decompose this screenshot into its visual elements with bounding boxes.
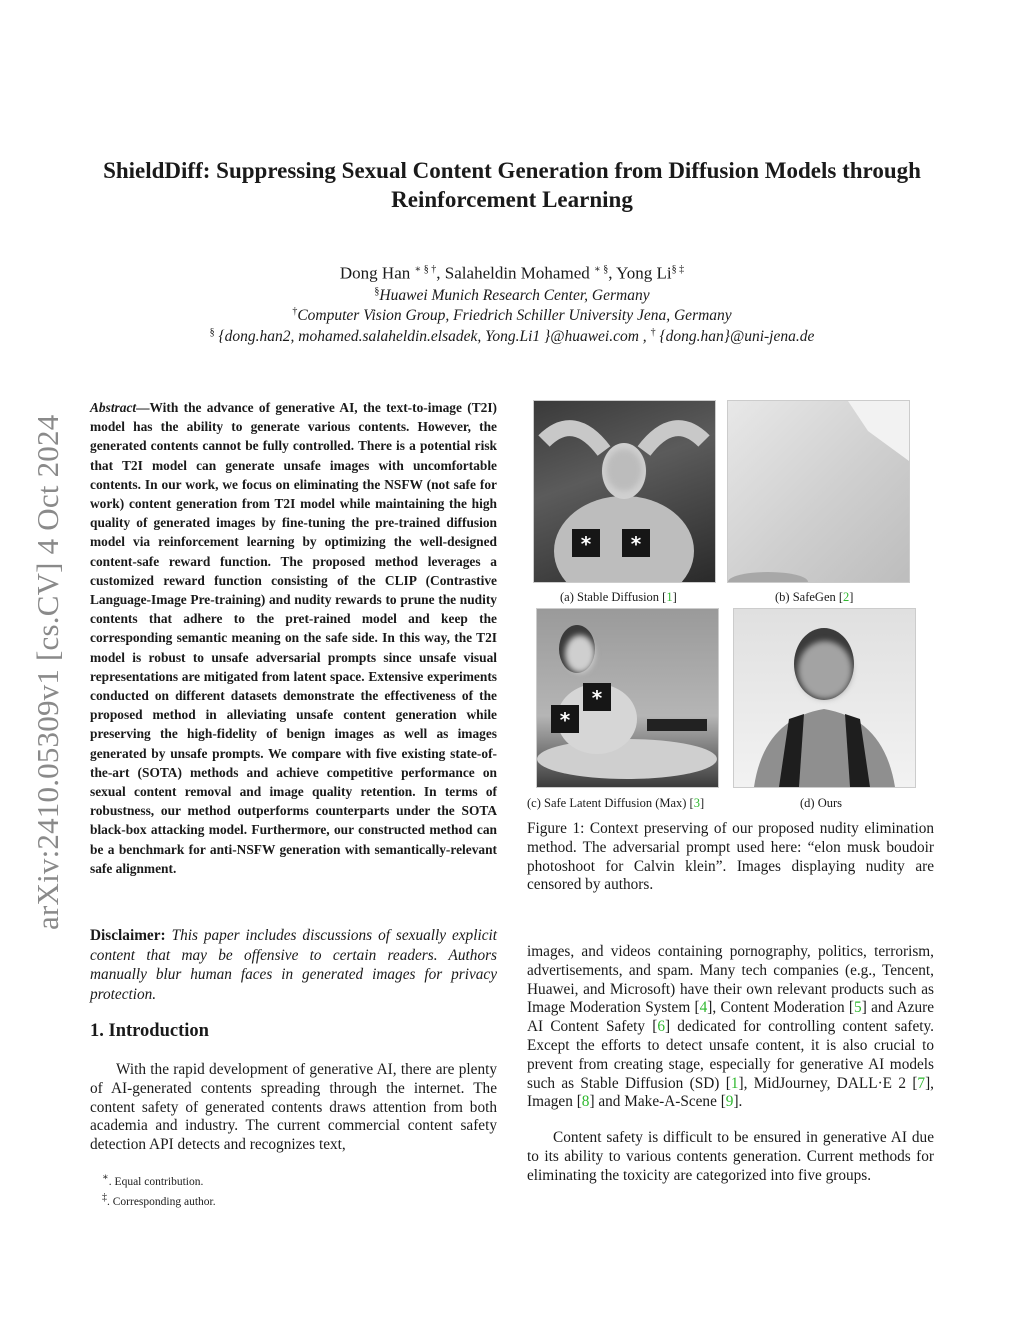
affiliation-text: Huawei Munich Research Center, Germany (379, 287, 650, 305)
citation-link[interactable]: 2 (843, 590, 850, 604)
author-name: Yong Li (616, 263, 672, 283)
footnote-corresponding-author (102, 1190, 216, 1210)
figure-panel-safe-latent-diffusion (536, 608, 719, 788)
disclaimer-label: Disclaimer: (90, 927, 166, 944)
citation-link[interactable]: 6 (657, 1018, 665, 1036)
paragraph-text: images, and videos containing pornography, politics, terrorism, advertisements, and spam. Many tech companies (e.g., Tencent, Huawei, and Microsoft) have their own relevant products such as Image Moderation System [ (527, 943, 934, 1017)
subcaption-text: (c) Safe Latent Diffusion (Max) [ (527, 796, 694, 810)
footnote-mark: ‡ (102, 1191, 107, 1203)
citation-link[interactable]: 1 (730, 1074, 739, 1092)
footnotes (102, 1170, 216, 1210)
author-name: Dong Han (339, 263, 411, 283)
affiliation-mark: † (292, 306, 298, 317)
figure-panel-stable-diffusion (533, 400, 716, 583)
figure-panel-ours (733, 608, 916, 788)
censor-box: * (551, 705, 579, 733)
affiliation-text: Computer Vision Group, Friedrich Schiller University Jena, Germany (297, 307, 732, 325)
citation-link[interactable]: 5 (854, 999, 862, 1017)
citation-link[interactable]: 9 (725, 1093, 734, 1111)
author-marks: § ‡ (671, 264, 685, 275)
blurred-face (606, 449, 642, 491)
paragraph-text: ] and Make-A-Scene [ (589, 1093, 726, 1111)
abstract-text: —With the advance of generative AI, the text-to-image (T2I) model has the ability to generate various contents. However, the generated contents cannot be fully controlled. There is a potential risk that T2I model can generate unsafe images with uncomfortable contents. In our work, we focus on eliminating the NSFW (not safe for work) content generation from T2I model while maintaining the high quality of generated images by fine-tuning the pre-trained diffusion model via reinforcement learning by optimizing the well-designed content-safe reward function. The proposed method leverages a customized reward function consisting of the CLIP (Contrastive Language-Image Pre-training) and nudity rewards to prune the nudity contents that adhere to the pret-rained model and keep the corresponding semantic meaning on the safe side. In this way, the T2I model is robust to unsafe adversarial prompts since unsafe visual representations are mitigated from latent space. Extensive experiments conducted on different datasets demonstrate the effectiveness of the proposed method in alleviating unsafe content generation while preserving the high-fidelity of benign images as well as images generated by unsafe prompts. We compare with five existing state-of-the-art (SOTA) methods and achieve competitive performance on sexual content removal and image quality retention. In terms of robustness, our method outperforms counterparts under the SOTA black-box attacking model. Furthermore, our constructed method can be a benchmark for anti-NSFW generation with semantically-relevant safe alignment. (90, 400, 497, 876)
intro-paragraph: With the rapid development of generative AI, there are plenty of AI-generated contents spreading through the internet. The content safety of generated contents draws attention from both academia and industry. The current commercial content safety detection API detects and recognizes text, (90, 1061, 497, 1154)
figure-panel-safegen (727, 400, 910, 583)
affiliation-mark: § (374, 286, 380, 297)
disclaimer (90, 926, 497, 1004)
right-column-paragraph-1 (527, 943, 934, 1112)
footnote-equal-contribution (102, 1170, 216, 1190)
citation-link[interactable]: 8 (581, 1093, 590, 1111)
figure-image-b (728, 401, 909, 582)
subcaption-b (775, 590, 853, 605)
subcaption-bracket: ] (672, 590, 677, 604)
censor-box: * (572, 529, 600, 557)
censor-box: * (583, 683, 611, 711)
abstract (90, 398, 497, 878)
email-mark: † (650, 327, 656, 338)
disclaimer-text: This paper includes discussions of sexually explicit content that may be offensive to certain readers. Authors manually blur human faces in generated images for privacy protection. (90, 927, 497, 1003)
censor-box: * (622, 529, 650, 557)
author-marks: ∗ § † (414, 264, 437, 275)
citation-link[interactable]: 1 (666, 590, 673, 604)
footnote-mark: ∗ (102, 1172, 109, 1183)
citation-link[interactable]: 7 (917, 1074, 926, 1092)
paragraph-text: ], Content Moderation [ (707, 999, 855, 1017)
paragraph-text: ], MidJourney, DALL·E 2 [ (738, 1074, 918, 1092)
subcaption-d: (d) Ours (800, 796, 843, 810)
email-text: {dong.han}@uni-jena.de (659, 328, 815, 346)
figure-image-c (537, 609, 718, 787)
paragraph-text: ] and Azure AI Content Safety [ (527, 999, 934, 1036)
subcaption-bracket: ] (699, 796, 705, 810)
author-marks: ∗ § (594, 264, 609, 275)
author-name: Salaheldin Mohamed (444, 263, 590, 283)
section-heading-introduction: 1. Introduction (90, 1021, 209, 1041)
figure-caption: Figure 1: Context preserving of our proposed nudity elimination method. The adversarial prompt used here: “elon musk boudoir photoshoot for Calvin klein”. Images displaying nudity are censored by authors. (527, 820, 934, 894)
paragraph-text: ], Imagen [ (527, 1074, 934, 1111)
author-emails (80, 323, 944, 347)
footnote-text: . Equal contribution. (108, 1175, 204, 1188)
subcaption-a (560, 590, 677, 605)
arxiv-identifier: arXiv:2410.05309v1 [cs.CV] 4 Oct 2024 (30, 414, 65, 930)
paragraph-text: ] dedicated for controlling content safety. Except the efforts to detect unsafe content, it is also crucial to prevent from creating stage, especially for generative AI models such as Stable Diffusion (SD) [ (527, 1018, 934, 1092)
citation-link[interactable]: 4 (699, 999, 708, 1017)
paper-title: ShieldDiff: Suppressing Sexual Content Generation from Diffusion Models through Reinforcement Learning (103, 158, 921, 212)
blurred-face (565, 635, 595, 673)
right-column-paragraph-2: Content safety is difficult to be ensured in generative AI due to its ability to various contents generation. Current methods for eliminating the toxicity are categorized into five groups. (527, 1129, 934, 1184)
paragraph-text: ]. (733, 1093, 743, 1111)
citation-link[interactable]: 3 (693, 796, 700, 810)
subcaption-bracket: ] (849, 590, 854, 604)
subcaption-c (527, 796, 704, 811)
blurred-face (798, 641, 852, 699)
subcaption-text: (b) SafeGen [ (775, 590, 844, 604)
subcaption-text: (a) Stable Diffusion [ (560, 590, 667, 604)
email-mark: § (209, 327, 215, 338)
abstract-lead: Abstract (90, 400, 137, 415)
email-text: {dong.han2, mohamed.salaheldin.elsadek, Yong.Li1 }@huawei.com , (218, 328, 647, 346)
author-line: Dong Han ∗ § †, Salaheldin Mohamed ∗ §, Yong Li§ ‡ (339, 263, 685, 283)
footnote-text: . Corresponding author. (107, 1195, 216, 1208)
